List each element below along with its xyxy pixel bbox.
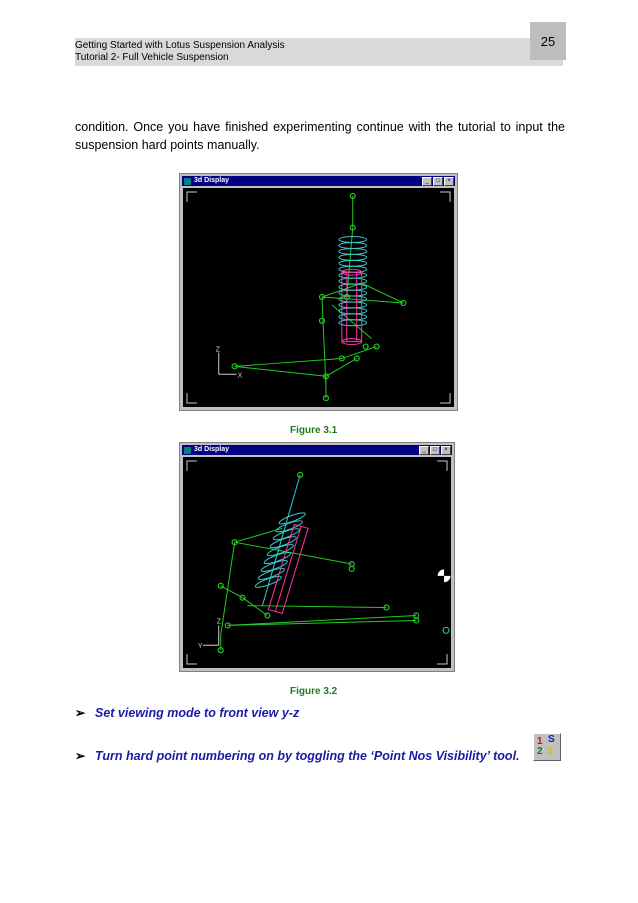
instruction-text: Set viewing mode to front view y-z [95,706,300,720]
app-icon [184,447,191,454]
glyph-s: S [548,734,555,745]
minimize-button[interactable]: _ [419,446,429,455]
point-nos-visibility-icon[interactable] [533,733,561,761]
instruction-front-view [75,704,545,722]
figure-3-1-window [179,173,458,411]
close-button[interactable]: × [441,446,451,455]
window-title: 3d Display [194,177,230,184]
figure-3-2-caption: Figure 3.2 [290,686,338,697]
3d-viewport[interactable] [183,457,451,668]
figure-3-1-caption: Figure 3.1 [290,425,338,436]
z-axis-label: Z [216,618,222,626]
suspension-wireframe-side [183,457,451,668]
app-icon [184,178,191,185]
glyph-1: 1 [537,736,543,747]
minimize-button[interactable]: _ [422,177,432,186]
close-button[interactable]: × [444,177,454,186]
3d-viewport[interactable] [183,188,454,407]
orientation-marker-icon [437,569,451,583]
instruction-text: Turn hard point numbering on by toggling the ‘Point Nos Visibility’ tool. [95,749,520,763]
suspension-wireframe-front [183,188,454,407]
window-title: 3d Display [194,446,230,453]
page-number: 25 [530,22,566,60]
bullet-arrow-icon: ➢ [75,706,86,720]
body-paragraph: condition. Once you have finished experimenting continue with the tutorial to input the suspension hard points manually. [75,120,565,152]
window-titlebar[interactable] [182,176,455,186]
glyph-2: 2 [537,746,543,757]
maximize-button[interactable]: □ [430,446,440,455]
header-subtitle: Tutorial 2- Full Vehicle Suspension [75,52,229,63]
instruction-point-nos [75,747,525,765]
figure-3-2-window [179,442,455,672]
x-axis-label: X [237,372,243,380]
z-axis-label: Z [215,346,221,354]
window-titlebar[interactable] [182,445,452,455]
glyph-3: 3 [547,746,553,757]
header-title: Getting Started with Lotus Suspension Analysis [75,40,285,51]
maximize-button[interactable]: □ [433,177,443,186]
y-axis-label: Y [197,643,203,651]
bullet-arrow-icon: ➢ [75,749,86,763]
